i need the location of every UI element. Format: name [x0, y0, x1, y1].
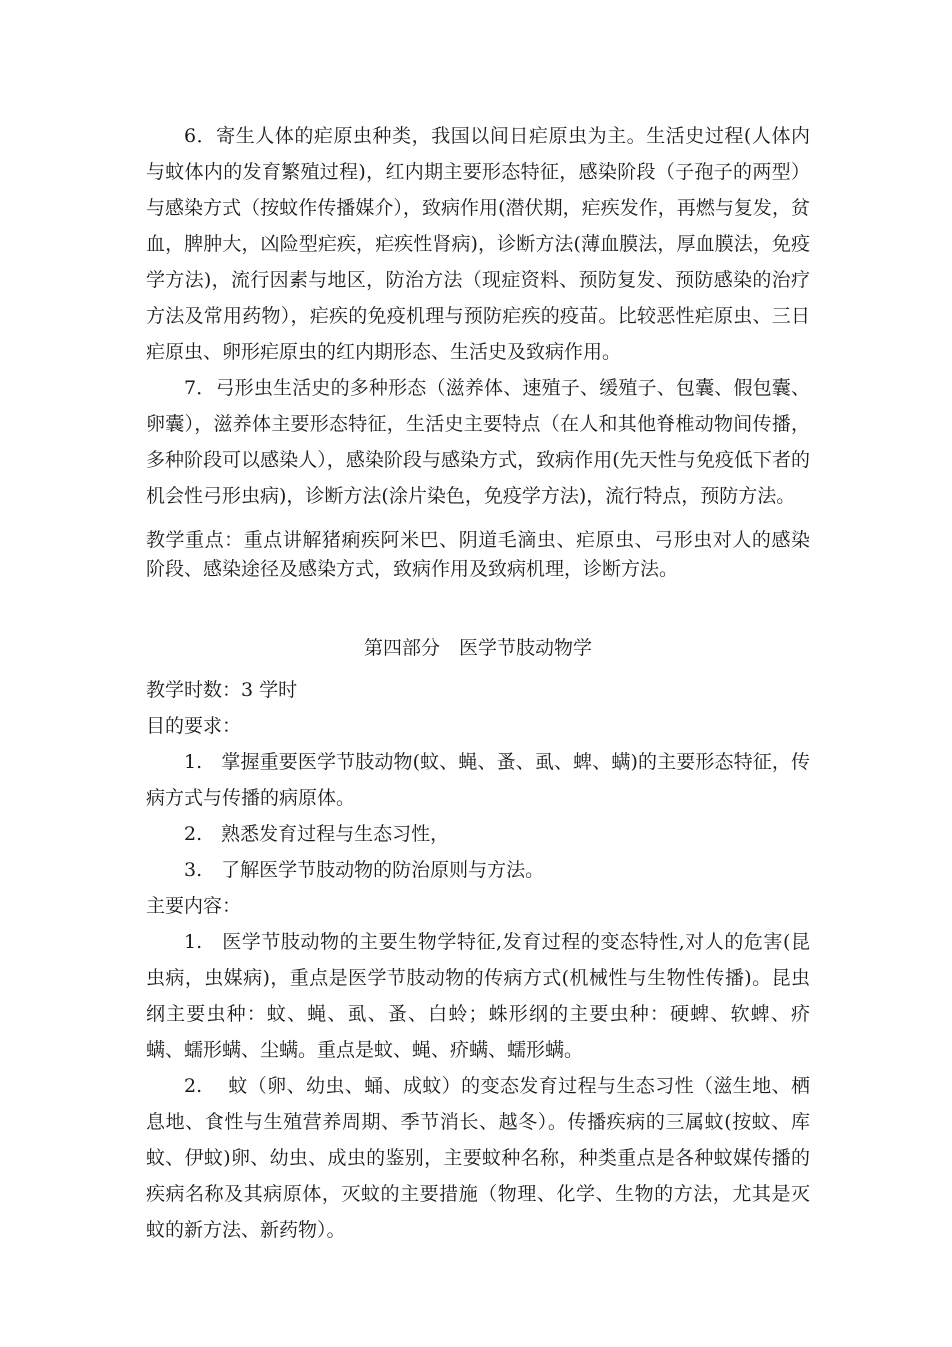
content-item-1: 1. 医学节肢动物的主要生物学特征,发育过程的变态特性,对人的危害(昆虫病，虫媒病)，重点是医学节肢动物的传病方式(机械性与生物性传播)。昆虫纲主要虫种：蚊、蝇、虱、蚤、白蛉；蛛形纲的主要虫种：硬蜱、软蜱、疥螨、蠕形螨、尘螨。重点是蚊、蝇、疥螨、蠕形螨。	[146, 931, 810, 1061]
teaching-hours: 教学时数：3 学时	[146, 679, 298, 701]
document-page	[146, 118, 810, 1248]
objectives-label: 目的要求：	[146, 715, 242, 737]
section-title: 第四部分 医学节肢动物学	[363, 637, 592, 659]
malaria-paragraph: 6．寄生人体的疟原虫种类，我国以间日疟原虫为主。生活史过程(人体内与蚊体内的发育繁殖过程)，红内期主要形态特征，感染阶段（子孢子的两型）与感染方式（按蚊作传播媒介），致病作用(潜伏期，疟疾发作，再燃与复发，贫血，脾肿大，凶险型疟疾，疟疾性肾病)，诊断方法(薄血膜法，厚血膜法，免疫学方法)，流行因素与地区，防治方法（现症资料、预防复发、预防感染的治疗方法及常用药物），疟疾的免疫机理与预防疟疾的疫苗。比较恶性疟原虫、三日疟原虫、卵形疟原虫的红内期形态、生活史及致病作用。	[146, 125, 810, 363]
objective-item-3: 3. 了解医学节肢动物的防治原则与方法。	[184, 859, 545, 881]
toxoplasma-paragraph: 7．弓形虫生活史的多种形态（滋养体、速殖子、缓殖子、包囊、假包囊、卵囊），滋养体主要形态特征，生活史主要特点（在人和其他脊椎动物间传播，多种阶段可以感染人），感染阶段与感染方式，致病作用(先天性与免疫低下者的机会性弓形虫病)，诊断方法(涂片染色，免疫学方法)，流行特点，预防方法。	[146, 377, 810, 507]
objective-item-1: 1. 掌握重要医学节肢动物(蚊、蝇、蚤、虱、蜱、螨)的主要形态特征，传病方式与传播的病原体。	[146, 751, 810, 809]
content-label: 主要内容：	[146, 895, 242, 917]
content-item-2: 2. 蚊（卵、幼虫、蛹、成蚊）的变态发育过程与生态习性（滋生地、栖息地、食性与生殖营养周期、季节消长、越冬）。传播疾病的三属蚊(按蚊、库蚊、伊蚊)卵、幼虫、成虫的鉴别，主要蚊种名称，种类重点是各种蚊媒传播的疾病名称及其病原体，灭蚊的主要措施（物理、化学、生物的方法，尤其是灭蚊的新方法、新药物）。	[146, 1075, 810, 1241]
objective-item-2: 2. 熟悉发育过程与生态习性，	[184, 823, 450, 845]
teaching-key-points: 教学重点：重点讲解猪痢疾阿米巴、阴道毛滴虫、疟原虫、弓形虫对人的感染阶段、感染途径及感染方式，致病作用及致病机理，诊断方法。	[146, 529, 810, 580]
